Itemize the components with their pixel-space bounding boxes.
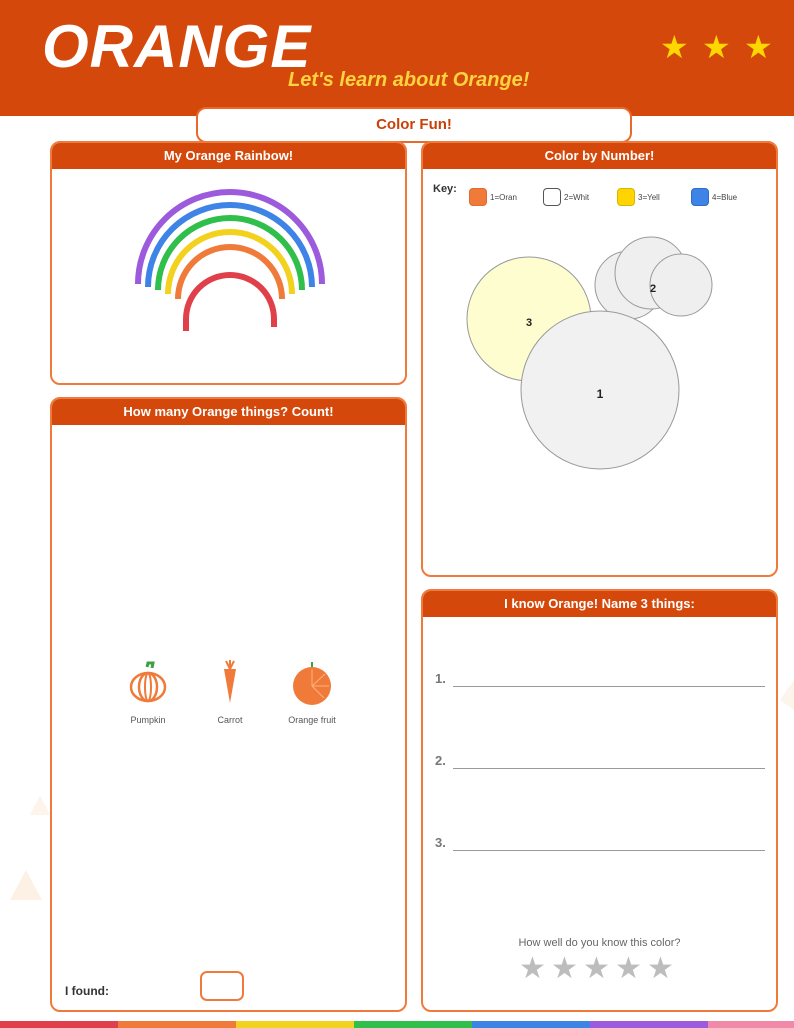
line-number-2: 2. — [435, 753, 446, 768]
name-things-title: I know Orange! Name 3 things: — [423, 591, 776, 617]
footer-stripe-pink — [708, 1021, 794, 1028]
rainbow-arc-red — [186, 275, 274, 331]
star-icon: ★ — [660, 29, 689, 65]
rating-star-2[interactable]: ★ — [551, 952, 578, 985]
region-label-1: 1 — [596, 387, 604, 401]
count-panel — [50, 397, 407, 1012]
footer-stripe-purple — [590, 1021, 708, 1028]
color-by-number-panel — [421, 141, 778, 577]
name-things-panel — [421, 589, 778, 1012]
page-title: ORANGE — [42, 13, 312, 80]
rainbow-drawing — [52, 169, 405, 383]
star-icon: ★ — [702, 29, 731, 65]
line-number-1: 1. — [435, 671, 446, 686]
answer-line-2[interactable] — [453, 768, 765, 769]
carrot-icon — [218, 657, 242, 707]
swatch-orange — [469, 188, 487, 206]
rainbow-panel-title: My Orange Rainbow! — [52, 143, 405, 169]
count-panel-title: How many Orange things? Count! — [52, 399, 405, 425]
swatch-white — [543, 188, 561, 206]
item-label-carrot: Carrot — [217, 715, 243, 725]
item-label-orange-fruit: Orange fruit — [288, 715, 336, 725]
key-item-yellow: 3=Yell — [617, 187, 660, 207]
item-label-pumpkin: Pumpkin — [130, 715, 166, 725]
swatch-blue — [691, 188, 709, 206]
footer-stripe-blue — [472, 1021, 590, 1028]
rating-star-1[interactable]: ★ — [519, 952, 546, 985]
found-label: I found: — [65, 984, 109, 998]
footer-stripe-orange — [118, 1021, 236, 1028]
found-count-box[interactable] — [200, 971, 244, 1001]
color-by-number-title: Color by Number! — [423, 143, 776, 169]
star-icon: ★ — [744, 29, 773, 65]
region-label-3: 3 — [525, 317, 533, 329]
answer-line-3[interactable] — [453, 850, 765, 851]
section-banner: Color Fun! — [196, 107, 632, 143]
line-number-3: 3. — [435, 835, 446, 850]
footer-stripe-red — [0, 1021, 118, 1028]
pumpkin-icon — [126, 661, 170, 705]
region-label-2: 2 — [649, 283, 657, 295]
key-item-blue: 4=Blue — [691, 187, 737, 207]
key-item-orange: 1=Oran — [469, 187, 517, 207]
rating-star-3[interactable]: ★ — [583, 952, 610, 985]
rainbow-arc-yellow — [168, 232, 292, 294]
rainbow-panel — [50, 141, 407, 385]
rating-star-5[interactable]: ★ — [647, 952, 674, 985]
swatch-yellow — [617, 188, 635, 206]
footer-stripe-green — [354, 1021, 472, 1028]
footer-stripe-yellow — [236, 1021, 354, 1028]
answer-line-1[interactable] — [453, 686, 765, 687]
page-subtitle: Let's learn about Orange! — [288, 69, 530, 91]
header-bar — [0, 0, 794, 116]
orange-fruit-icon — [289, 659, 335, 705]
rating-star-4[interactable]: ★ — [615, 952, 642, 985]
key-label: Key: — [433, 183, 457, 195]
color-by-number-drawing — [423, 223, 776, 523]
rating-question: How well do you know this color? — [518, 937, 681, 949]
key-item-white: 2=Whit — [543, 187, 589, 207]
